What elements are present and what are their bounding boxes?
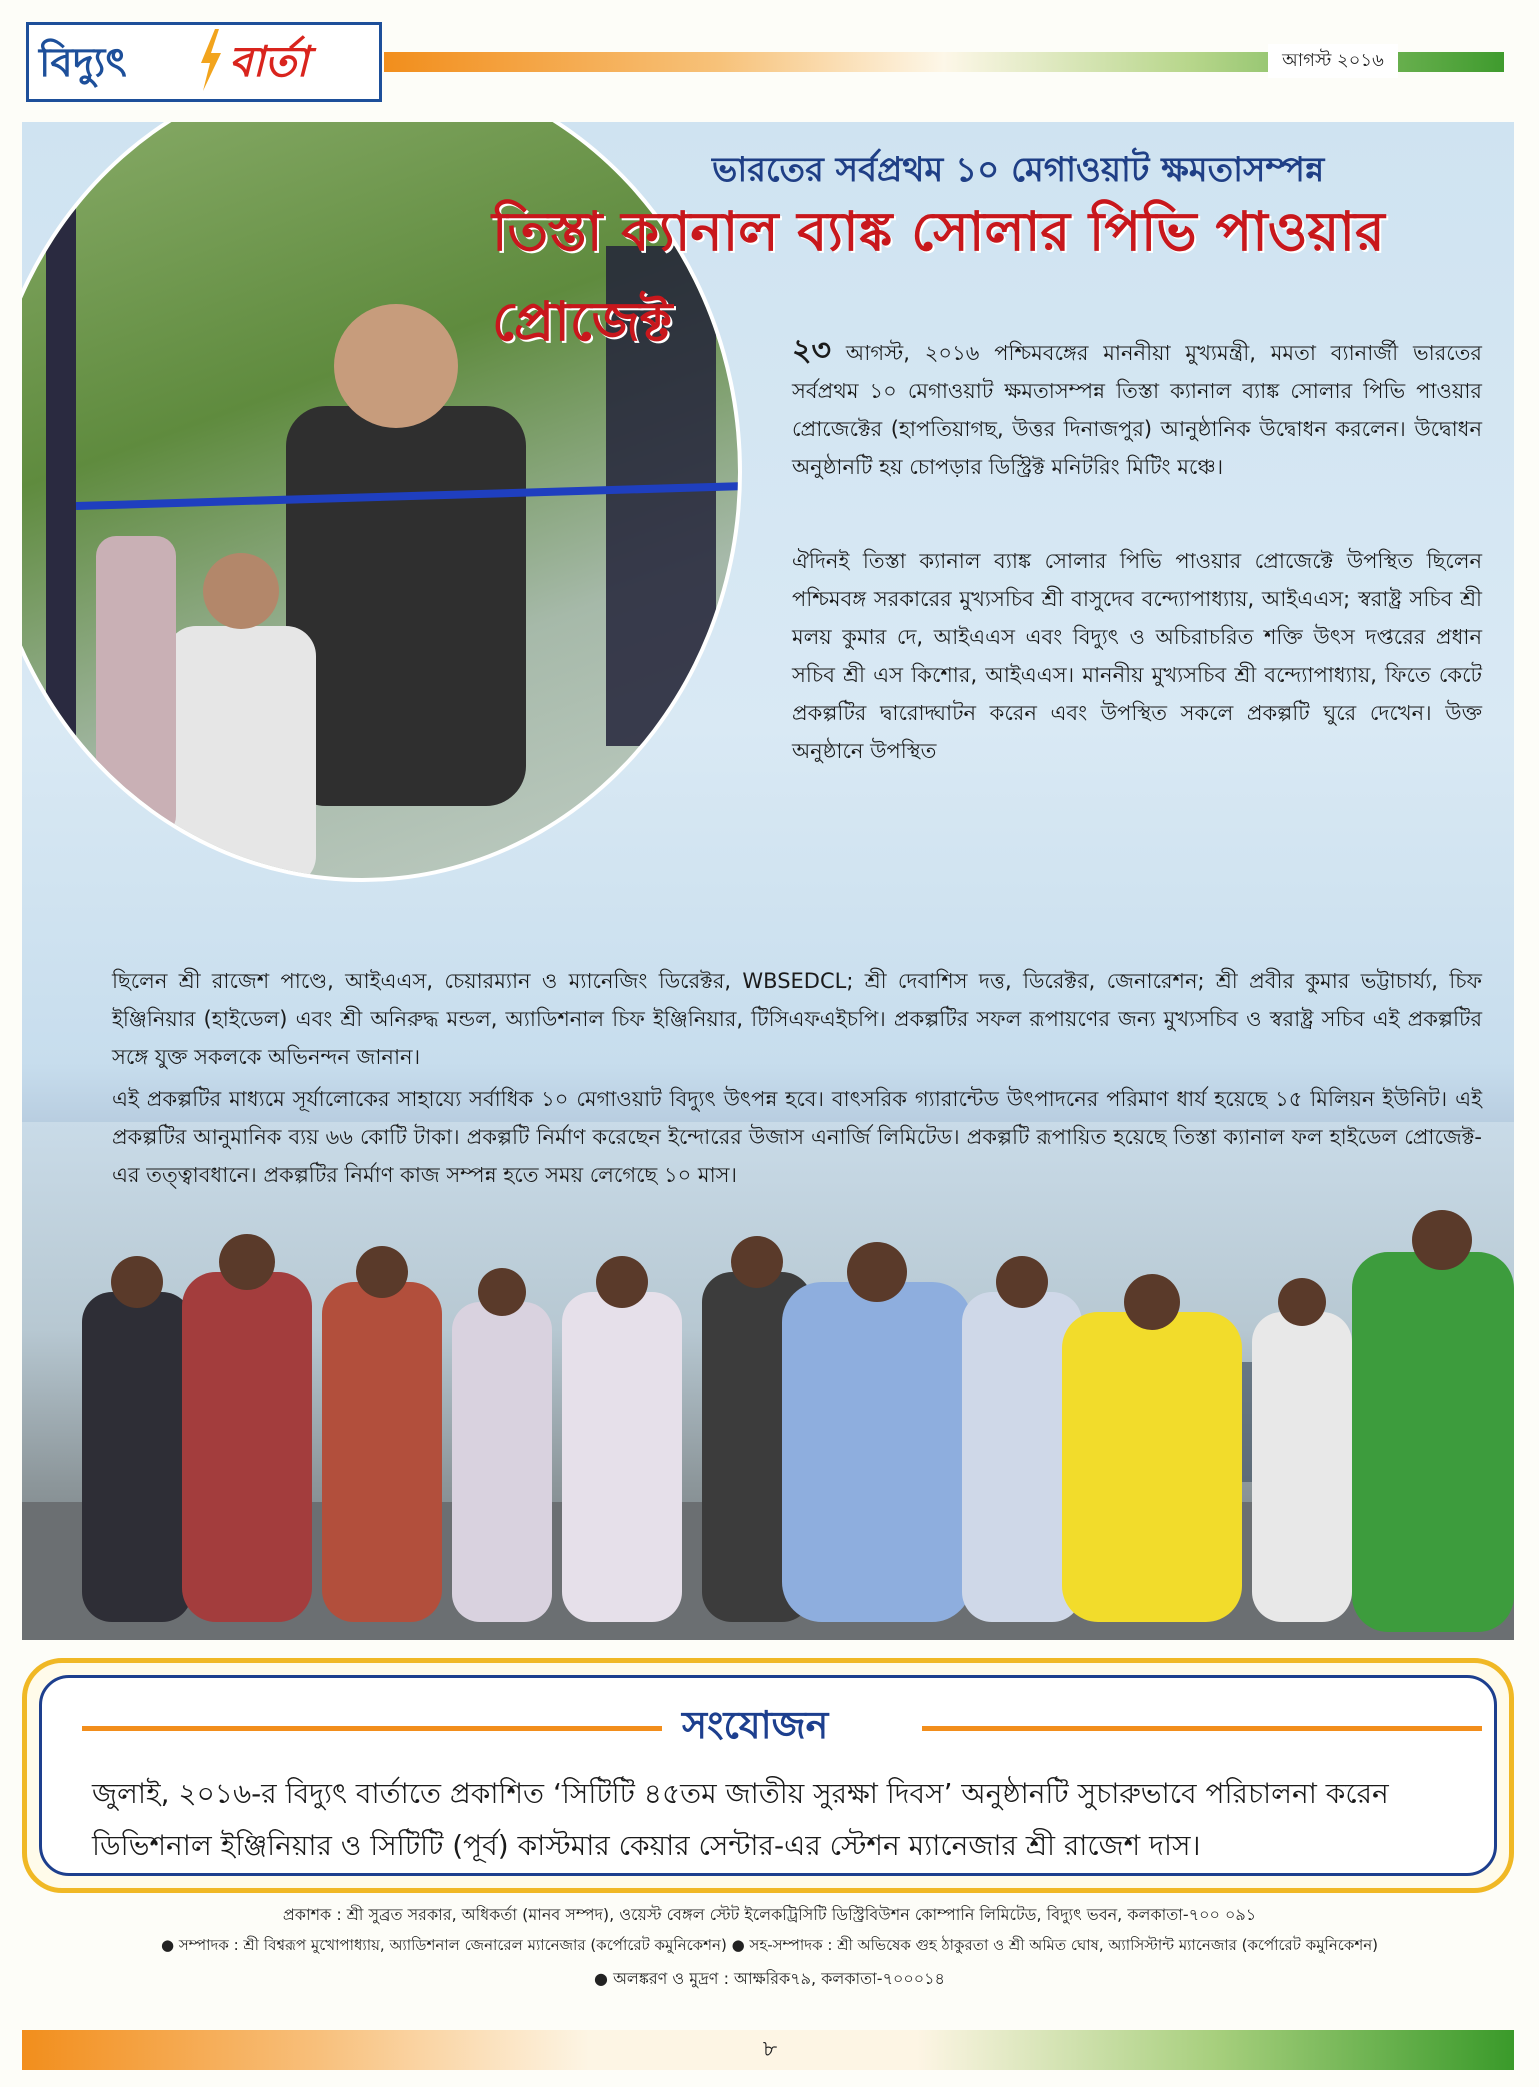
article-paragraph-1-text: আগস্ট, ২০১৬ পশ্চিমবঙ্গের মাননীয়া মুখ্যমন্ত্রী, মমতা ব্যানার্জী ভারতের সর্বপ্রথম ১০ মেগাওয়াট ক্ষমতাসম্পন্ন তিস্তা ক্যানাল ব্যাঙ্ক সোলার পিভি পাওয়ার প্রোজেক্টের (হাপতিয়াগছ, উত্তর দিনাজপুর) আনুষ্ঠানিক উদ্বোধন করলেন। উদ্বোধন অনুষ্ঠানটি হয় চোপড়ার ডিস্ট্রিক্ট মনিটরিং মিটিং মঞ্চে।: [792, 341, 1482, 479]
article-paragraph-2: ঐদিনই তিস্তা ক্যানাল ব্যাঙ্ক সোলার পিভি পাওয়ার প্রোজেক্টে উপস্থিত ছিলেন পশ্চিমবঙ্গ সরকারের মুখ্যসচিব শ্রী বাসুদেব বন্দ্যোপাধ্যায়, আইএএস; স্বরাষ্ট্র সচিব শ্রী মলয় কুমার দে, আইএএস এবং বিদ্যুৎ ও অচিরাচরিত শক্তি উৎস দপ্তরের প্রধান সচিব শ্রী এস কিশোর, আইএএস। মাননীয় মুখ্যসচিব শ্রী বন্দ্যোপাধ্যায়, ফিতে কেটে প্রকল্পটির দ্বারোদ্ঘাটন করেন এবং উপস্থিত সকলে প্রকল্পটি ঘুরে দেখেন। উক্ত অনুষ্ঠানে উপস্থিত: [792, 549, 1482, 763]
feature-panel: [22, 122, 1514, 1640]
lightning-bolt-icon: [197, 29, 223, 91]
logo-text-part2: বার্তা: [229, 37, 309, 86]
addendum-box: [22, 1658, 1514, 1893]
printer-line: ● অলঙ্করণ ও মুদ্রণ : আক্ষরিক৭৯, কলকাতা-৭০০০১৪: [594, 1969, 945, 1988]
editor-line: ● সম্পাদক : শ্রী বিশ্বরূপ মুখোপাধ্যায়, অ্যাডিশনাল জেনারেল ম্যানেজার (কর্পোরেট কমুনিকেশন) ● সহ-সম্পাদক : শ্রী অভিষেক গুহ ঠাকুরতা ও শ্রী অমিত ঘোষ, অ্যাসিস্টান্ট ম্যানেজার (কর্পোরেট কমুনিকেশন): [160, 1936, 1379, 1954]
logo-text-part1: বিদ্যুৎ: [39, 40, 127, 86]
article-paragraph-3: ছিলেন শ্রী রাজেশ পাণ্ডে, আইএএস, চেয়ারম্যান ও ম্যানেজিং ডিরেক্টর, WBSEDCL; শ্রী দেবাশিস দত্ত, ডিরেক্টর, জেনারেশন; শ্রী প্রবীর কুমার ভট্টাচার্য্য, চিফ ইঞ্জিনিয়ার (হাইডেল) এবং শ্রী অনিরুদ্ধ মন্ডল, অ্যাডিশনাল চিফ ইঞ্জিনিয়ার, টিসিএফএইচপি। প্রকল্পটির সফল রূপায়ণের জন্য মুখ্যসচিব ও স্বরাষ্ট্র সচিব এই প্রকল্পটির সঙ্গে যুক্ত সকলকে অভিনন্দন জানান।: [112, 969, 1482, 1069]
addendum-title: সংযোজন: [682, 1703, 829, 1747]
divider: [82, 1726, 662, 1731]
headline-subtitle: ভারতের সর্বপ্রথম ১০ মেগাওয়াট ক্ষমতাসম্পন্ন: [712, 150, 1325, 190]
divider: [922, 1726, 1482, 1731]
page-number: ৮: [762, 2037, 778, 2062]
publisher-line: প্রকাশক : শ্রী সুব্রত সরকার, অধিকর্তা (মানব সম্পদ), ওয়েস্ট বেঙ্গল স্টেট ইলেকট্রিসিটি ডিস্ট্রিবিউশন কোম্পানি লিমিটেড, বিদ্যুৎ ভবন, কলকাতা-৭০০ ০৯১: [282, 1905, 1257, 1924]
issue-date: আগস্ট ২০১৬: [1268, 44, 1398, 78]
article-paragraph-1: [792, 332, 1482, 486]
headline-title: তিস্তা ক্যানাল ব্যাঙ্ক সোলার পিভি পাওয়ার প্রোজেক্ট: [492, 200, 1385, 353]
addendum-inner: [39, 1675, 1497, 1876]
addendum-text: জুলাই, ২০১৬-র বিদ্যুৎ বার্তাতে প্রকাশিত ‘সিটিটি ৪৫তম জাতীয় সুরক্ষা দিবস’ অনুষ্ঠানটি সুচারুভাবে পরিচালনা করেন ডিভিশনাল ইঞ্জিনিয়ার ও সিটিটি (পূর্ব) কাস্টমার কেয়ার সেন্টার-এর স্টেশন ম্যানেজার শ্রী রাজেশ দাস।: [92, 1777, 1389, 1862]
article-paragraph-4: এই প্রকল্পটির মাধ্যমে সূর্যালোকের সাহায্যে সর্বাধিক ১০ মেগাওয়াট বিদ্যুৎ উৎপন্ন হবে। বাৎসরিক গ্যারান্টেড উৎপাদনের পরিমাণ ধার্য হয়েছে ১৫ মিলিয়ন ইউনিট। এই প্রকল্পটির আনুমানিক ব্যয় ৬৬ কোটি টাকা। প্রকল্পটি নির্মাণ করেছেন ইন্দোরের উজাস এনার্জি লিমিটেড। প্রকল্পটি রূপায়িত হয়েছে তিস্তা ক্যানাল ফল হাইডেল প্রোজেক্ট-এর তত্ত্বাবধানে। প্রকল্পটির নির্মাণ কাজ সম্পন্ন হতে সময় লেগেছে ১০ মাস।: [112, 1087, 1482, 1187]
group-photo: [22, 1122, 1514, 1640]
masthead-logo: [26, 22, 382, 102]
group-photo-illustration: [22, 1122, 1514, 1640]
date-lead: ২৩: [792, 333, 832, 368]
